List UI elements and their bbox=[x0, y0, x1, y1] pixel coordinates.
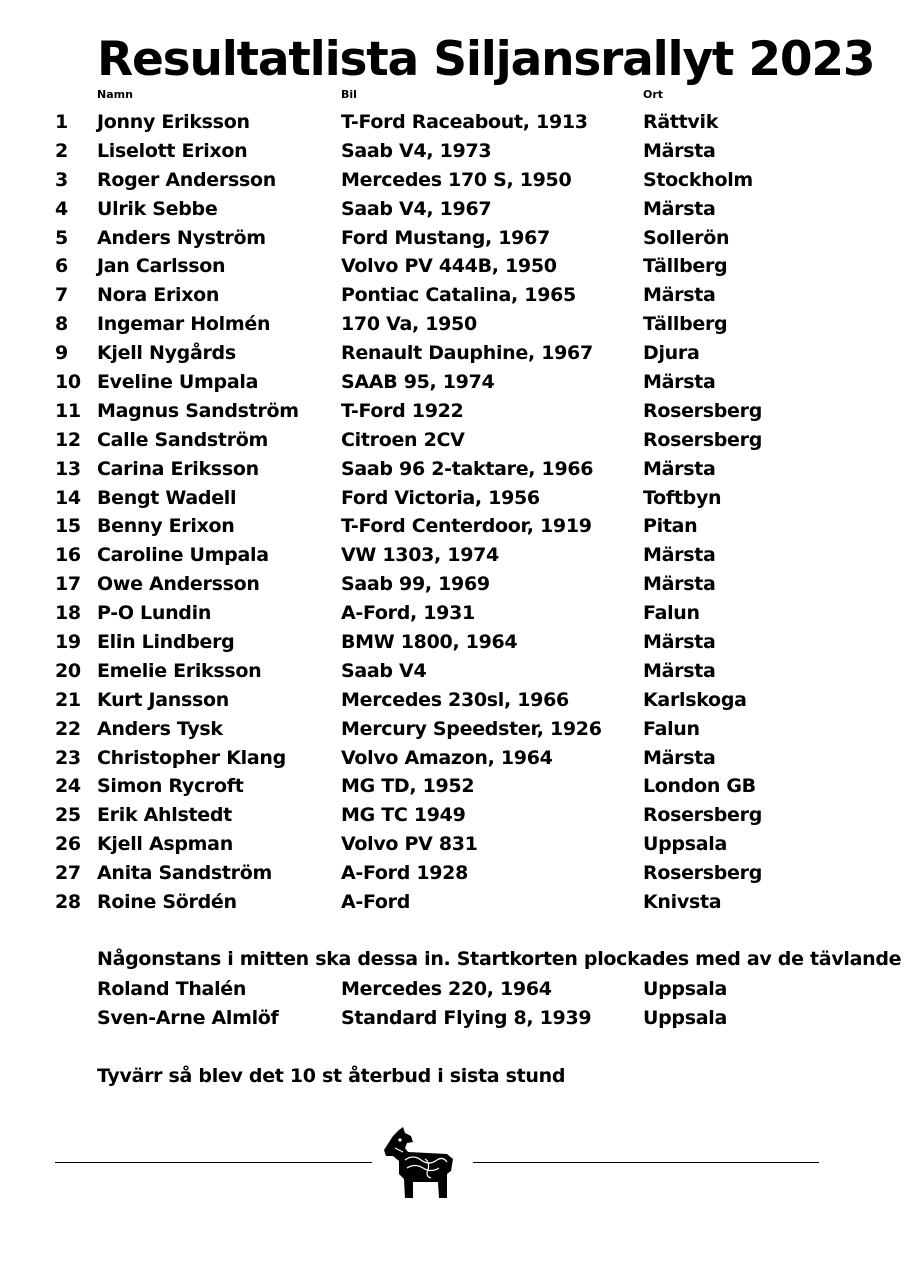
town-name: Rosersberg bbox=[643, 399, 763, 422]
town-name: Märsta bbox=[643, 659, 716, 682]
town-name: Tällberg bbox=[643, 255, 728, 278]
driver-name: Carina Eriksson bbox=[97, 457, 259, 480]
result-row bbox=[0, 368, 906, 397]
result-row bbox=[0, 252, 906, 281]
driver-name: Roger Andersson bbox=[97, 168, 276, 191]
car-model: Mercury Speedster, 1926 bbox=[341, 717, 602, 740]
position-number: 18 bbox=[55, 602, 81, 625]
car-model: Mercedes 170 S, 1950 bbox=[341, 168, 572, 191]
position-number: 14 bbox=[55, 486, 81, 509]
car-model: 170 Va, 1950 bbox=[341, 313, 477, 336]
position-number: 1 bbox=[55, 111, 68, 133]
position-number: 6 bbox=[55, 255, 68, 278]
driver-name: Bengt Wadell bbox=[97, 486, 237, 509]
page-title: Resultatlista Siljansrallyt 2023 bbox=[97, 32, 875, 87]
town-name: Märsta bbox=[643, 631, 716, 654]
car-model: Citroen 2CV bbox=[341, 428, 465, 451]
driver-name: Kurt Jansson bbox=[97, 688, 229, 711]
driver-name: Caroline Umpala bbox=[97, 544, 269, 567]
driver-name: Calle Sandström bbox=[97, 428, 269, 451]
car-model: Volvo Amazon, 1964 bbox=[341, 746, 553, 769]
town-name: Rosersberg bbox=[643, 804, 763, 827]
result-row bbox=[0, 426, 906, 455]
result-row bbox=[0, 772, 906, 801]
position-number: 16 bbox=[55, 544, 81, 567]
extra-entry-row bbox=[0, 1004, 906, 1033]
result-row bbox=[0, 281, 906, 310]
town-name: Märsta bbox=[643, 573, 716, 596]
result-row bbox=[0, 744, 906, 773]
result-row bbox=[0, 628, 906, 657]
car-model: Ford Mustang, 1967 bbox=[341, 226, 550, 249]
town-name: Falun bbox=[643, 717, 700, 740]
car-model: Renault Dauphine, 1967 bbox=[341, 342, 593, 365]
position-number: 17 bbox=[55, 573, 81, 596]
note-text: Någonstans i mitten ska dessa in. Startkorten plockades med av de tävlande bbox=[97, 948, 902, 970]
driver-name: Liselott Erixon bbox=[97, 139, 248, 162]
driver-name: Ingemar Holmén bbox=[97, 313, 271, 336]
position-number: 2 bbox=[55, 139, 68, 162]
town-name: Rättvik bbox=[643, 111, 719, 133]
driver-name: Sven-Arne Almlöf bbox=[97, 1006, 279, 1029]
car-model: T-Ford 1922 bbox=[341, 399, 464, 422]
position-number: 10 bbox=[55, 371, 81, 394]
town-name: Märsta bbox=[643, 371, 716, 394]
car-model: Saab V4, 1967 bbox=[341, 197, 492, 220]
town-name: Uppsala bbox=[643, 1006, 727, 1029]
driver-name: Elin Lindberg bbox=[97, 631, 235, 654]
result-row bbox=[0, 570, 906, 599]
result-row bbox=[0, 715, 906, 744]
result-row bbox=[0, 310, 906, 339]
extra-entries-list bbox=[0, 975, 906, 1033]
town-name: London GB bbox=[643, 775, 756, 798]
result-row bbox=[0, 195, 906, 224]
dala-horse-icon bbox=[383, 1126, 455, 1202]
position-number: 20 bbox=[55, 659, 81, 682]
driver-name: Jan Carlsson bbox=[97, 255, 226, 278]
position-number: 21 bbox=[55, 688, 81, 711]
town-name: Märsta bbox=[643, 457, 716, 480]
driver-name: Kjell Nygårds bbox=[97, 342, 236, 365]
town-name: Rosersberg bbox=[643, 428, 763, 451]
closing-text: Tyvärr så blev det 10 st återbud i sista stund bbox=[97, 1065, 566, 1087]
result-row bbox=[0, 657, 906, 686]
driver-name: Anders Nyström bbox=[97, 226, 266, 249]
position-number: 26 bbox=[55, 833, 81, 856]
town-name: Pitan bbox=[643, 515, 698, 538]
result-row bbox=[0, 830, 906, 859]
driver-name: Ulrik Sebbe bbox=[97, 197, 218, 220]
driver-name: Owe Andersson bbox=[97, 573, 260, 596]
car-model: BMW 1800, 1964 bbox=[341, 631, 518, 654]
car-model: Saab 99, 1969 bbox=[341, 573, 490, 596]
result-row bbox=[0, 455, 906, 484]
town-name: Stockholm bbox=[643, 168, 753, 191]
driver-name: Anita Sandström bbox=[97, 862, 273, 885]
driver-name: Roland Thalén bbox=[97, 978, 247, 1000]
column-header-car: Bil bbox=[341, 88, 357, 101]
car-model: SAAB 95, 1974 bbox=[341, 371, 495, 394]
town-name: Uppsala bbox=[643, 978, 727, 1000]
result-row bbox=[0, 801, 906, 830]
result-row bbox=[0, 484, 906, 513]
town-name: Knivsta bbox=[643, 891, 722, 914]
footer-divider-left bbox=[55, 1162, 372, 1163]
result-row bbox=[0, 859, 906, 888]
result-row bbox=[0, 339, 906, 368]
driver-name: Anders Tysk bbox=[97, 717, 223, 740]
car-model: Standard Flying 8, 1939 bbox=[341, 1006, 592, 1029]
car-model: Ford Victoria, 1956 bbox=[341, 486, 540, 509]
town-name: Djura bbox=[643, 342, 700, 365]
driver-name: Magnus Sandström bbox=[97, 399, 299, 422]
driver-name: Roine Sördén bbox=[97, 891, 237, 914]
town-name: Toftbyn bbox=[643, 486, 722, 509]
position-number: 22 bbox=[55, 717, 81, 740]
position-number: 24 bbox=[55, 775, 81, 798]
car-model: Pontiac Catalina, 1965 bbox=[341, 284, 576, 307]
town-name: Märsta bbox=[643, 284, 716, 307]
driver-name: Kjell Aspman bbox=[97, 833, 233, 856]
town-name: Märsta bbox=[643, 197, 716, 220]
driver-name: Simon Rycroft bbox=[97, 775, 244, 798]
position-number: 11 bbox=[55, 399, 81, 422]
footer-divider-right bbox=[473, 1162, 819, 1163]
car-model: Saab V4 bbox=[341, 659, 427, 682]
position-number: 5 bbox=[55, 226, 68, 249]
result-row bbox=[0, 397, 906, 426]
position-number: 13 bbox=[55, 457, 81, 480]
car-model: T-Ford Centerdoor, 1919 bbox=[341, 515, 592, 538]
town-name: Märsta bbox=[643, 139, 716, 162]
town-name: Märsta bbox=[643, 544, 716, 567]
column-header-town: Ort bbox=[643, 88, 664, 101]
position-number: 4 bbox=[55, 197, 68, 220]
car-model: VW 1303, 1974 bbox=[341, 544, 499, 567]
column-header-name: Namn bbox=[97, 88, 133, 101]
extra-entry-row bbox=[0, 975, 906, 1004]
driver-name: Benny Erixon bbox=[97, 515, 235, 538]
result-row bbox=[0, 541, 906, 570]
car-model: A-Ford bbox=[341, 891, 411, 914]
car-model: A-Ford 1928 bbox=[341, 862, 469, 885]
result-row bbox=[0, 599, 906, 628]
town-name: Karlskoga bbox=[643, 688, 747, 711]
result-row bbox=[0, 137, 906, 166]
car-model: Saab 96 2-taktare, 1966 bbox=[341, 457, 594, 480]
town-name: Rosersberg bbox=[643, 862, 763, 885]
town-name: Falun bbox=[643, 602, 700, 625]
position-number: 19 bbox=[55, 631, 81, 654]
position-number: 15 bbox=[55, 515, 81, 538]
position-number: 3 bbox=[55, 168, 68, 191]
car-model: T-Ford Raceabout, 1913 bbox=[341, 111, 588, 133]
driver-name: P-O Lundin bbox=[97, 602, 212, 625]
result-row bbox=[0, 512, 906, 541]
result-row bbox=[0, 686, 906, 715]
car-model: A-Ford, 1931 bbox=[341, 602, 475, 625]
driver-name: Emelie Eriksson bbox=[97, 659, 262, 682]
position-number: 27 bbox=[55, 862, 81, 885]
results-list bbox=[0, 108, 906, 917]
result-row bbox=[0, 224, 906, 253]
town-name: Märsta bbox=[643, 746, 716, 769]
car-model: Saab V4, 1973 bbox=[341, 139, 492, 162]
result-row bbox=[0, 166, 906, 195]
car-model: Mercedes 220, 1964 bbox=[341, 978, 552, 1000]
driver-name: Erik Ahlstedt bbox=[97, 804, 232, 827]
result-row bbox=[0, 888, 906, 917]
position-number: 23 bbox=[55, 746, 81, 769]
driver-name: Jonny Eriksson bbox=[97, 111, 250, 133]
position-number: 7 bbox=[55, 284, 68, 307]
result-row bbox=[0, 108, 906, 137]
position-number: 25 bbox=[55, 804, 81, 827]
car-model: Volvo PV 831 bbox=[341, 833, 478, 856]
driver-name: Christopher Klang bbox=[97, 746, 286, 769]
position-number: 12 bbox=[55, 428, 81, 451]
town-name: Sollerön bbox=[643, 226, 730, 249]
car-model: MG TC 1949 bbox=[341, 804, 466, 827]
town-name: Tällberg bbox=[643, 313, 728, 336]
car-model: Volvo PV 444B, 1950 bbox=[341, 255, 557, 278]
town-name: Uppsala bbox=[643, 833, 727, 856]
car-model: MG TD, 1952 bbox=[341, 775, 475, 798]
car-model: Mercedes 230sl, 1966 bbox=[341, 688, 569, 711]
driver-name: Eveline Umpala bbox=[97, 371, 259, 394]
position-number: 28 bbox=[55, 891, 81, 914]
position-number: 9 bbox=[55, 342, 68, 365]
driver-name: Nora Erixon bbox=[97, 284, 220, 307]
position-number: 8 bbox=[55, 313, 68, 336]
